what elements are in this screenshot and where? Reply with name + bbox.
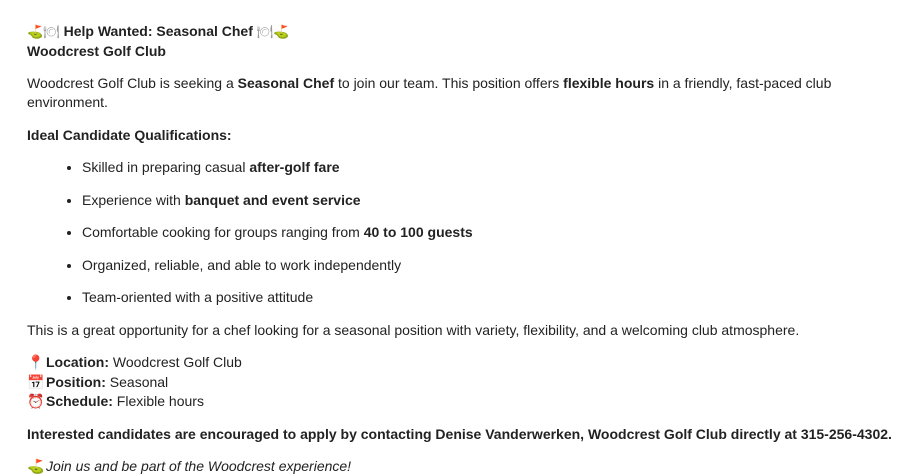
- list-item: • Experience with banquet and event service: [82, 191, 899, 210]
- qualifications-list: [27, 158, 899, 307]
- list-item: • Team-oriented with a positive attitude: [82, 288, 899, 307]
- closing-line: ⛳ Join us and be part of the Woodcrest experience!: [27, 457, 352, 474]
- list-item: • Skilled in preparing casual after-golf fare: [82, 158, 899, 177]
- alarm-clock-icon: ⏰: [27, 393, 45, 409]
- intro-paragraph: Woodcrest Golf Club is seeking a Seasonal Chef to join our team. This position offers flexible hours in a friendly, fast-paced club environment.: [27, 75, 832, 110]
- fork-knife-icon: 🍽: [43, 25, 60, 40]
- details-block: [27, 353, 899, 412]
- title-text: Help Wanted: Seasonal Chef: [63, 23, 253, 39]
- golf-flag-icon: ⛳: [27, 25, 44, 40]
- golf-flag-icon: ⛳: [273, 25, 290, 40]
- position-line: 📅 Position: Seasonal: [27, 373, 899, 393]
- location-line: 📍 Location: Woodcrest Golf Club: [27, 353, 899, 373]
- posting-title: [27, 22, 899, 42]
- schedule-line: ⏰ Schedule: Flexible hours: [27, 392, 899, 412]
- opportunity-paragraph: This is a great opportunity for a chef looking for a seasonal position with variety, flexibility, and a welcoming club atmosphere.: [27, 322, 800, 338]
- fork-knife-icon: 🍽: [256, 25, 274, 40]
- pin-icon: 📍: [27, 354, 45, 370]
- list-item: • Comfortable cooking for groups ranging from 40 to 100 guests: [82, 223, 899, 242]
- list-item: • Organized, reliable, and able to work independently: [82, 256, 899, 275]
- qualifications-heading: Ideal Candidate Qualifications:: [27, 127, 232, 143]
- apply-paragraph: Interested candidates are encouraged to apply by contacting Denise Vanderwerken, Woodcrest Golf Club directly at 315-256-4302.: [27, 425, 892, 442]
- calendar-icon: 📅: [27, 373, 45, 390]
- golf-flag-icon: ⛳: [27, 457, 45, 474]
- club-name: Woodcrest Golf Club: [27, 43, 166, 59]
